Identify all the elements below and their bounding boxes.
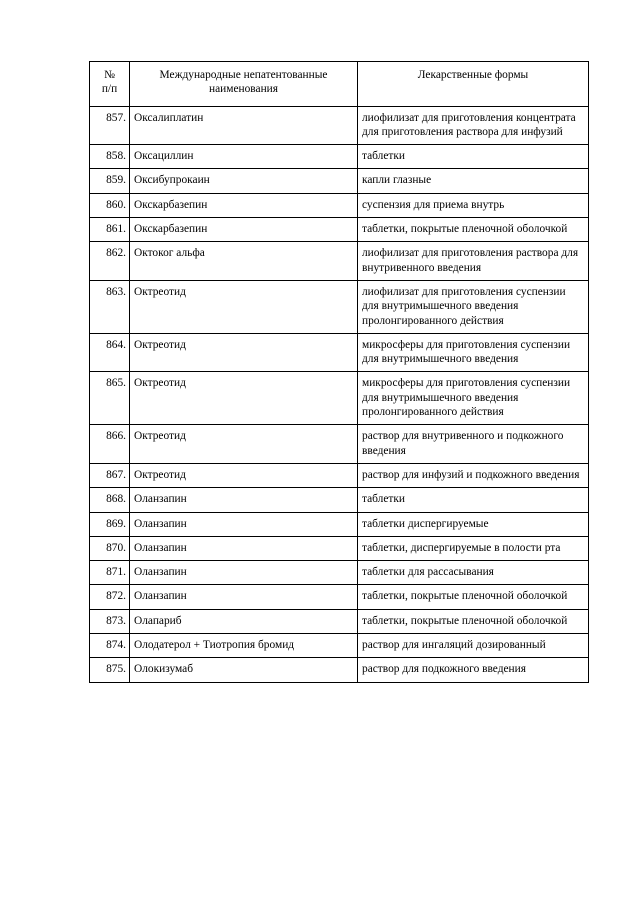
dosage-form: таблетки диспергируемые bbox=[358, 512, 589, 536]
drug-name: Оланзапин bbox=[130, 585, 358, 609]
header-name-label: Международные непатентованные наименования bbox=[159, 69, 328, 96]
drug-name: Оланзапин bbox=[130, 512, 358, 536]
header-form bbox=[358, 62, 589, 107]
drug-name: Оксациллин bbox=[130, 145, 358, 169]
table-row bbox=[90, 169, 589, 193]
dosage-form: таблетки для рассасывания bbox=[358, 561, 589, 585]
table-row bbox=[90, 488, 589, 512]
row-number: 859. bbox=[90, 169, 130, 193]
row-number: 865. bbox=[90, 372, 130, 425]
dosage-form: раствор для внутривенного и подкожного введения bbox=[358, 425, 589, 464]
table-row bbox=[90, 585, 589, 609]
table-row bbox=[90, 463, 589, 487]
drug-name: Окскарбазепин bbox=[130, 193, 358, 217]
table-row bbox=[90, 658, 589, 682]
header-num-label: № п/п bbox=[101, 69, 118, 96]
row-number: 875. bbox=[90, 658, 130, 682]
table-row bbox=[90, 333, 589, 372]
row-number: 857. bbox=[90, 106, 130, 145]
drug-name: Октреотид bbox=[130, 463, 358, 487]
row-number: 869. bbox=[90, 512, 130, 536]
row-number: 872. bbox=[90, 585, 130, 609]
drug-name: Октреотид bbox=[130, 372, 358, 425]
dosage-form: таблетки, покрытые пленочной оболочкой bbox=[358, 609, 589, 633]
dosage-form: лиофилизат для приготовления концентрата для приготовления раствора для инфузий bbox=[358, 106, 589, 145]
table-row bbox=[90, 193, 589, 217]
header-name bbox=[130, 62, 358, 107]
table-row bbox=[90, 561, 589, 585]
table-body bbox=[90, 106, 589, 682]
row-number: 870. bbox=[90, 536, 130, 560]
table-row bbox=[90, 425, 589, 464]
row-number: 862. bbox=[90, 242, 130, 281]
dosage-form: раствор для инфузий и подкожного введения bbox=[358, 463, 589, 487]
drug-name: Октреотид bbox=[130, 280, 358, 333]
table-row bbox=[90, 242, 589, 281]
dosage-form: микросферы для приготовления суспензии для внутримышечного введения bbox=[358, 333, 589, 372]
dosage-form: суспензия для приема внутрь bbox=[358, 193, 589, 217]
table-row bbox=[90, 218, 589, 242]
header-row bbox=[90, 62, 589, 107]
row-number: 867. bbox=[90, 463, 130, 487]
row-number: 864. bbox=[90, 333, 130, 372]
dosage-form: раствор для подкожного введения bbox=[358, 658, 589, 682]
table-row bbox=[90, 634, 589, 658]
dosage-form: микросферы для приготовления суспензии для внутримышечного введения пролонгированного действия bbox=[358, 372, 589, 425]
dosage-form: таблетки bbox=[358, 488, 589, 512]
dosage-form: таблетки, покрытые пленочной оболочкой bbox=[358, 218, 589, 242]
drug-name: Олапариб bbox=[130, 609, 358, 633]
row-number: 874. bbox=[90, 634, 130, 658]
row-number: 868. bbox=[90, 488, 130, 512]
drug-name: Оланзапин bbox=[130, 536, 358, 560]
table-row bbox=[90, 145, 589, 169]
dosage-form: таблетки, диспергируемые в полости рта bbox=[358, 536, 589, 560]
header-form-label: Лекарственные формы bbox=[417, 69, 529, 81]
row-number: 871. bbox=[90, 561, 130, 585]
drug-name: Октоког альфа bbox=[130, 242, 358, 281]
drug-forms-table bbox=[89, 61, 589, 683]
table-row bbox=[90, 106, 589, 145]
drug-name: Оксибупрокаин bbox=[130, 169, 358, 193]
dosage-form: лиофилизат для приготовления суспензии для внутримышечного введения пролонгированного действия bbox=[358, 280, 589, 333]
table-header bbox=[90, 62, 589, 107]
row-number: 866. bbox=[90, 425, 130, 464]
table-row bbox=[90, 536, 589, 560]
dosage-form: таблетки, покрытые пленочной оболочкой bbox=[358, 585, 589, 609]
dosage-form: лиофилизат для приготовления раствора для внутривенного введения bbox=[358, 242, 589, 281]
table-row bbox=[90, 372, 589, 425]
dosage-form: раствор для ингаляций дозированный bbox=[358, 634, 589, 658]
drug-name: Окскарбазепин bbox=[130, 218, 358, 242]
drug-name: Олодатерол + Тиотропия бромид bbox=[130, 634, 358, 658]
drug-name: Оксалиплатин bbox=[130, 106, 358, 145]
row-number: 873. bbox=[90, 609, 130, 633]
row-number: 861. bbox=[90, 218, 130, 242]
drug-name: Октреотид bbox=[130, 333, 358, 372]
table-row bbox=[90, 280, 589, 333]
table-row bbox=[90, 512, 589, 536]
row-number: 858. bbox=[90, 145, 130, 169]
dosage-form: таблетки bbox=[358, 145, 589, 169]
drug-name: Олокизумаб bbox=[130, 658, 358, 682]
drug-name: Октреотид bbox=[130, 425, 358, 464]
drug-name: Оланзапин bbox=[130, 561, 358, 585]
table-row bbox=[90, 609, 589, 633]
header-num bbox=[90, 62, 130, 107]
drug-name: Оланзапин bbox=[130, 488, 358, 512]
row-number: 863. bbox=[90, 280, 130, 333]
dosage-form: капли глазные bbox=[358, 169, 589, 193]
row-number: 860. bbox=[90, 193, 130, 217]
